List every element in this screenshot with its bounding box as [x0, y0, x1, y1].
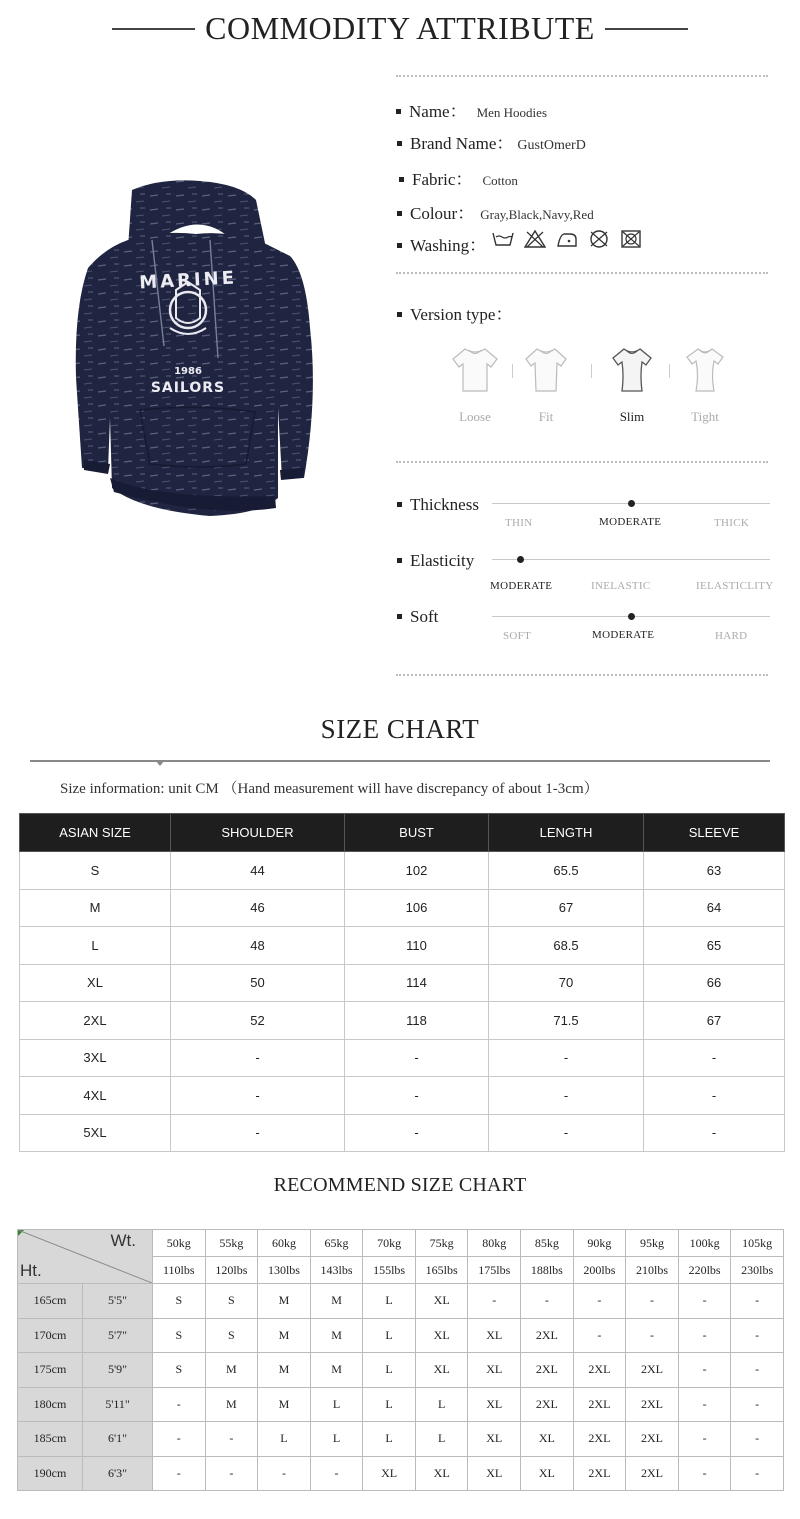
attr-washing: Washing：	[397, 231, 486, 256]
recommend-size-cell: -	[626, 1318, 679, 1353]
size-chart-title: SIZE CHART	[320, 714, 480, 744]
recommend-size-cell: XL	[468, 1422, 521, 1457]
recommend-size-cell: -	[468, 1284, 521, 1319]
weight-kg-cell: 100kg	[678, 1230, 731, 1257]
weight-kg-cell: 85kg	[521, 1230, 574, 1257]
size-cell: 63	[644, 852, 785, 890]
recommend-size-cell: XL	[415, 1284, 468, 1319]
recommend-size-cell: XL	[468, 1456, 521, 1491]
recommend-size-cell: 2XL	[521, 1318, 574, 1353]
bullet-icon	[396, 109, 401, 114]
recommend-size-cell: L	[258, 1422, 311, 1457]
weight-kg-cell: 90kg	[573, 1230, 626, 1257]
recommend-size-cell: 2XL	[573, 1387, 626, 1422]
recommend-size-cell: XL	[363, 1456, 416, 1491]
size-cell: 46	[171, 889, 345, 927]
weight-kg-cell: 55kg	[205, 1230, 258, 1257]
recommend-size-cell: XL	[521, 1456, 574, 1491]
print-sailors-text: SAILORS	[150, 380, 226, 396]
size-cell: 66	[644, 964, 785, 1002]
weight-lbs-cell: 110lbs	[153, 1257, 206, 1284]
divider	[396, 461, 768, 463]
ht-wt-corner	[18, 1230, 153, 1284]
version-tight: Tight	[675, 345, 735, 425]
weight-kg-cell: 95kg	[626, 1230, 679, 1257]
recommend-size-cell: XL	[415, 1318, 468, 1353]
height-cm-cell: 165cm	[18, 1284, 83, 1319]
elasticity-knob	[517, 556, 524, 563]
thickness-scale-low: THIN	[505, 517, 533, 529]
recommend-size-cell: L	[415, 1387, 468, 1422]
no-tumble-dry-icon	[620, 229, 642, 249]
height-row	[18, 1422, 784, 1457]
size-cell: -	[345, 1077, 489, 1115]
weight-kg-cell: 60kg	[258, 1230, 311, 1257]
no-bleach-icon	[524, 229, 546, 249]
height-row	[18, 1284, 784, 1319]
soft-scale-low: SOFT	[503, 630, 532, 642]
recommend-size-cell: -	[731, 1318, 784, 1353]
recommend-size-cell: -	[731, 1422, 784, 1457]
recommend-size-cell: -	[258, 1456, 311, 1491]
recommend-size-cell: XL	[415, 1353, 468, 1388]
attr-colour-value: Gray,Black,Navy,Red	[480, 207, 594, 222]
version-loose: Loose	[445, 345, 505, 425]
recommend-size-cell: -	[573, 1318, 626, 1353]
size-cell: 4XL	[20, 1077, 171, 1115]
recommend-size-cell: -	[678, 1284, 731, 1319]
recommend-size-cell: M	[258, 1284, 311, 1319]
size-table-header	[20, 814, 785, 852]
weight-lbs-cell: 175lbs	[468, 1257, 521, 1284]
height-cm-cell: 170cm	[18, 1318, 83, 1353]
attr-colour: Colour： Gray,Black,Navy,Red	[397, 199, 594, 224]
recommend-size-cell: -	[153, 1456, 206, 1491]
size-cell: 64	[644, 889, 785, 927]
recommend-size-cell: -	[731, 1353, 784, 1388]
size-row	[20, 927, 785, 965]
recommend-size-cell: M	[258, 1353, 311, 1388]
recommend-size-cell: L	[310, 1422, 363, 1457]
wt-label: Wt.	[110, 1231, 136, 1250]
size-cell: M	[20, 889, 171, 927]
size-cell: -	[171, 1039, 345, 1077]
weight-lbs-cell: 143lbs	[310, 1257, 363, 1284]
recommend-size-cell: L	[310, 1387, 363, 1422]
size-chart-notch	[155, 760, 165, 766]
print-marine-text: MARINE	[138, 267, 238, 294]
size-cell: S	[20, 852, 171, 890]
weight-lbs-cell: 120lbs	[205, 1257, 258, 1284]
attr-name: Name： Men Hoodies	[396, 97, 547, 122]
recommend-size-cell: XL	[468, 1318, 521, 1353]
size-cell: 44	[171, 852, 345, 890]
weight-lbs-cell: 130lbs	[258, 1257, 311, 1284]
size-cell: -	[345, 1039, 489, 1077]
attr-brand-value: GustOmerD	[517, 138, 586, 153]
col-header: SHOULDER	[171, 814, 345, 852]
recommend-size-cell: XL	[468, 1353, 521, 1388]
bullet-icon	[397, 614, 402, 619]
recommend-size-cell: 2XL	[573, 1456, 626, 1491]
bullet-icon	[399, 177, 404, 182]
thickness-scale-high: THICK	[714, 517, 750, 529]
recommend-size-cell: -	[678, 1387, 731, 1422]
height-ft-cell: 6'3"	[83, 1456, 153, 1491]
recommend-size-cell: M	[205, 1353, 258, 1388]
height-row	[18, 1318, 784, 1353]
recommend-size-cell: XL	[521, 1422, 574, 1457]
recommend-size-cell: M	[310, 1318, 363, 1353]
size-row	[20, 1002, 785, 1040]
size-row	[20, 964, 785, 1002]
size-cell: XL	[20, 964, 171, 1002]
recommend-size-cell: -	[573, 1284, 626, 1319]
rating-soft-label: Soft	[397, 607, 438, 627]
size-cell: 48	[171, 927, 345, 965]
recommend-size-cell: -	[310, 1456, 363, 1491]
recommend-size-cell: -	[731, 1387, 784, 1422]
recommend-table	[17, 1229, 784, 1491]
tshirt-slim-icon	[608, 345, 656, 395]
version-fit: Fit	[516, 345, 576, 425]
bullet-icon	[397, 312, 402, 317]
col-header: SLEEVE	[644, 814, 785, 852]
recommend-size-cell: S	[153, 1353, 206, 1388]
size-row	[20, 852, 785, 890]
size-cell: 65.5	[489, 852, 644, 890]
size-row	[20, 889, 785, 927]
version-separator	[591, 364, 592, 378]
recommend-size-cell: XL	[468, 1387, 521, 1422]
recommend-size-cell: S	[153, 1318, 206, 1353]
height-row	[18, 1387, 784, 1422]
weight-kg-cell: 105kg	[731, 1230, 784, 1257]
product-image	[70, 178, 320, 520]
divider	[396, 674, 768, 676]
height-cm-cell: 175cm	[18, 1353, 83, 1388]
recommend-chart-title: RECOMMEND SIZE CHART	[273, 1174, 527, 1196]
size-cell: 3XL	[20, 1039, 171, 1077]
size-cell: -	[489, 1077, 644, 1115]
wash-tub-icon	[492, 229, 514, 249]
size-cell: 68.5	[489, 927, 644, 965]
recommend-size-cell: 2XL	[626, 1353, 679, 1388]
thickness-knob	[628, 500, 635, 507]
recommend-size-cell: L	[363, 1318, 416, 1353]
weight-lbs-cell: 230lbs	[731, 1257, 784, 1284]
recommend-size-cell: -	[153, 1387, 206, 1422]
size-cell: 118	[345, 1002, 489, 1040]
size-cell: 52	[171, 1002, 345, 1040]
size-chart-rule	[30, 760, 770, 762]
size-info-text: Size information: unit CM （Hand measurement will have discrepancy of about 1-3cm）	[60, 781, 599, 797]
weight-kg-cell: 75kg	[415, 1230, 468, 1257]
recommend-size-cell: L	[363, 1387, 416, 1422]
size-cell: 65	[644, 927, 785, 965]
size-cell: 67	[489, 889, 644, 927]
recommend-size-cell: -	[678, 1456, 731, 1491]
recommend-size-cell: L	[363, 1422, 416, 1457]
size-cell: -	[489, 1039, 644, 1077]
ht-label: Ht.	[20, 1261, 42, 1280]
tshirt-loose-icon	[451, 345, 499, 395]
size-cell: -	[345, 1114, 489, 1152]
weight-lbs-cell: 155lbs	[363, 1257, 416, 1284]
size-cell: 102	[345, 852, 489, 890]
tshirt-fit-icon	[522, 345, 570, 395]
size-cell: 67	[644, 1002, 785, 1040]
size-cell: -	[644, 1114, 785, 1152]
attr-fabric-value: Cotton	[482, 173, 518, 188]
recommend-size-cell: XL	[415, 1456, 468, 1491]
recommend-size-cell: 2XL	[626, 1422, 679, 1457]
bullet-icon	[397, 502, 402, 507]
recommend-size-cell: M	[205, 1387, 258, 1422]
weight-kg-cell: 70kg	[363, 1230, 416, 1257]
version-slim: Slim	[602, 345, 662, 425]
recommend-size-cell: -	[678, 1353, 731, 1388]
recommend-size-cell: -	[205, 1422, 258, 1457]
recommend-size-cell: M	[258, 1318, 311, 1353]
recommend-size-cell: L	[363, 1353, 416, 1388]
recommend-size-cell: L	[415, 1422, 468, 1457]
recommend-size-cell: -	[731, 1456, 784, 1491]
commodity-title: COMMODITY ATTRIBUTE	[0, 10, 800, 47]
height-row	[18, 1353, 784, 1388]
no-dryclean-icon	[588, 229, 610, 249]
size-cell: 50	[171, 964, 345, 1002]
size-cell: -	[171, 1077, 345, 1115]
washing-icons	[492, 229, 642, 249]
attr-version: Version type：	[397, 300, 512, 325]
weight-kg-cell: 65kg	[310, 1230, 363, 1257]
recommend-size-cell: -	[205, 1456, 258, 1491]
size-cell: 70	[489, 964, 644, 1002]
recommend-size-cell: -	[678, 1318, 731, 1353]
recommend-size-cell: L	[363, 1284, 416, 1319]
attr-fabric: Fabric： Cotton	[399, 165, 518, 190]
elasticity-scale-mid: INELASTIC	[591, 580, 651, 592]
recommend-size-cell: 2XL	[626, 1456, 679, 1491]
thickness-scale-mid: MODERATE	[599, 516, 662, 528]
weight-kg-row	[18, 1230, 784, 1257]
recommend-size-cell: M	[258, 1387, 311, 1422]
soft-knob	[628, 613, 635, 620]
size-table	[19, 813, 785, 1152]
height-ft-cell: 5'9"	[83, 1353, 153, 1388]
recommend-size-cell: -	[731, 1284, 784, 1319]
col-header: LENGTH	[489, 814, 644, 852]
size-row	[20, 1039, 785, 1077]
size-cell: 2XL	[20, 1002, 171, 1040]
recommend-size-cell: -	[153, 1422, 206, 1457]
bullet-icon	[397, 558, 402, 563]
size-cell: L	[20, 927, 171, 965]
recommend-size-cell: 2XL	[521, 1353, 574, 1388]
tshirt-tight-icon	[681, 345, 729, 395]
divider	[396, 75, 768, 77]
weight-lbs-cell: 200lbs	[573, 1257, 626, 1284]
weight-kg-cell: 80kg	[468, 1230, 521, 1257]
rating-thickness-label: Thickness	[397, 495, 479, 515]
size-cell: -	[644, 1039, 785, 1077]
size-cell: 110	[345, 927, 489, 965]
height-cm-cell: 185cm	[18, 1422, 83, 1457]
attr-name-value: Men Hoodies	[476, 105, 548, 120]
weight-lbs-cell: 165lbs	[415, 1257, 468, 1284]
col-header: ASIAN SIZE	[20, 814, 171, 852]
weight-kg-cell: 50kg	[153, 1230, 206, 1257]
version-separator	[512, 364, 513, 378]
size-row	[20, 1077, 785, 1115]
soft-scale-mid: MODERATE	[592, 629, 655, 641]
recommend-size-cell: S	[205, 1284, 258, 1319]
bullet-icon	[397, 211, 402, 216]
elasticity-scale-high: IELASTICLITY	[696, 580, 774, 592]
recommend-size-cell: S	[153, 1284, 206, 1319]
rating-elasticity-label: Elasticity	[397, 551, 474, 571]
height-cm-cell: 190cm	[18, 1456, 83, 1491]
size-cell: -	[171, 1114, 345, 1152]
recommend-size-cell: -	[678, 1422, 731, 1457]
soft-scale-high: HARD	[715, 630, 748, 642]
size-cell: 106	[345, 889, 489, 927]
recommend-size-cell: -	[626, 1284, 679, 1319]
version-separator	[669, 364, 670, 378]
recommend-size-cell: M	[310, 1353, 363, 1388]
height-cm-cell: 180cm	[18, 1387, 83, 1422]
bullet-icon	[397, 243, 402, 248]
recommend-size-cell: M	[310, 1284, 363, 1319]
height-row	[18, 1456, 784, 1491]
size-cell: 5XL	[20, 1114, 171, 1152]
bullet-icon	[397, 141, 402, 146]
divider	[396, 272, 768, 274]
print-year-text: 1986	[174, 366, 202, 377]
recommend-size-cell: 2XL	[521, 1387, 574, 1422]
size-row	[20, 1114, 785, 1152]
weight-lbs-cell: 220lbs	[678, 1257, 731, 1284]
height-ft-cell: 5'11"	[83, 1387, 153, 1422]
recommend-size-cell: S	[205, 1318, 258, 1353]
size-cell: -	[489, 1114, 644, 1152]
elasticity-track	[492, 559, 770, 560]
height-ft-cell: 5'5"	[83, 1284, 153, 1319]
size-cell: 114	[345, 964, 489, 1002]
attr-brand: Brand Name： GustOmerD	[397, 129, 586, 154]
col-header: BUST	[345, 814, 489, 852]
recommend-size-cell: 2XL	[573, 1353, 626, 1388]
height-ft-cell: 6'1"	[83, 1422, 153, 1457]
weight-lbs-cell: 188lbs	[521, 1257, 574, 1284]
height-ft-cell: 5'7"	[83, 1318, 153, 1353]
weight-lbs-cell: 210lbs	[626, 1257, 679, 1284]
size-cell: -	[644, 1077, 785, 1115]
recommend-size-cell: 2XL	[573, 1422, 626, 1457]
iron-icon	[556, 229, 578, 249]
elasticity-scale-low: MODERATE	[490, 580, 553, 592]
size-cell: 71.5	[489, 1002, 644, 1040]
recommend-size-cell: -	[521, 1284, 574, 1319]
recommend-size-cell: 2XL	[626, 1387, 679, 1422]
